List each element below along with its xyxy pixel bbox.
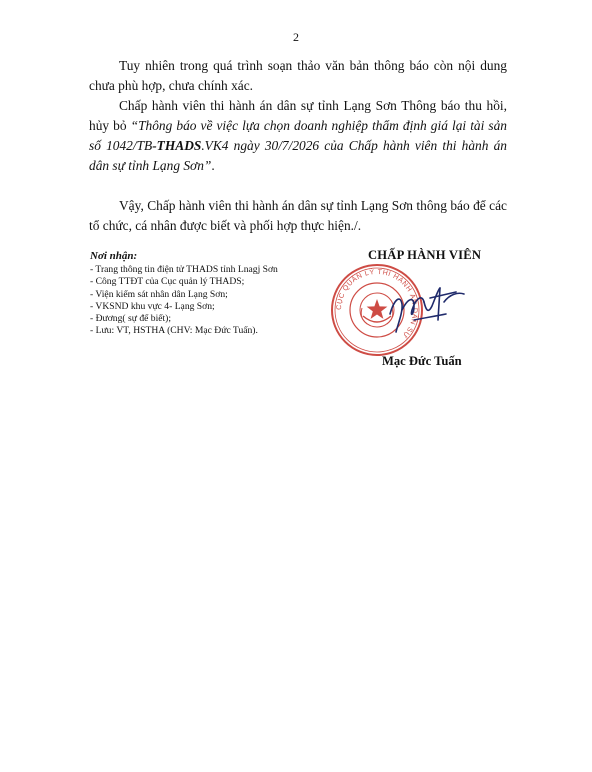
paragraph-2-end: . (211, 158, 215, 173)
paragraph-2 (89, 96, 507, 176)
quoted-notice-title (89, 118, 507, 173)
page-number: 2 (293, 30, 299, 44)
signer-name: Mạc Đức Tuấn (382, 354, 462, 368)
recipient-item: - Viện kiểm sát nhân dân Lạng Sơn; (90, 288, 228, 300)
quote-part-a: “Thông báo về việc lựa chọn doanh nghiệp thẩm định giá lại tài sản số 1042/TB (89, 118, 507, 153)
paragraph-1 (89, 56, 507, 96)
signer-title: CHẤP HÀNH VIÊN (368, 248, 482, 262)
recipient-item: - Trang thông tin điện tử THADS tỉnh Lnagj Sơn (90, 264, 278, 276)
handwritten-signature-icon (384, 280, 470, 342)
recipient-item: - Đương( sự để biết); (90, 313, 172, 325)
seal-ring-text: CỤC QUẢN LÝ THI HÀNH ÁN DÂN SỰ (335, 268, 419, 340)
paragraph-3 (89, 196, 507, 236)
recipient-item: - Lưu: VT, HSTHA (CHV: Mạc Đức Tuấn). (90, 325, 258, 337)
paragraph-3-text: Vậy, Chấp hành viên thi hành án dân sự tỉnh Lạng Sơn thông báo để các tổ chức, cá nhân được biết và phối hợp thực hiện./. (89, 198, 507, 233)
quote-part-b: -THADS (152, 138, 202, 153)
paragraph-2-intro: Chấp hành viên thi hành án dân sự tỉnh Lạng Sơn Thông báo thu hồi, hủy bỏ (89, 98, 507, 133)
paragraph-1-text: Tuy nhiên trong quá trình soạn thảo văn bản thông báo còn nội dung chưa phù hợp, chưa chính xác. (89, 58, 507, 93)
quote-part-c: .VK4 ngày 30/7/2026 của Chấp hành viên thi hành án dân sự tỉnh Lạng Sơn” (89, 138, 507, 173)
recipient-item: - Công TTĐT của Cục quản lý THADS; (90, 276, 245, 288)
recipient-item: - VKSND khu vực 4- Lạng Sơn; (90, 300, 215, 312)
recipients-title: Nơi nhận: (90, 250, 138, 262)
recipients-block (90, 250, 300, 337)
